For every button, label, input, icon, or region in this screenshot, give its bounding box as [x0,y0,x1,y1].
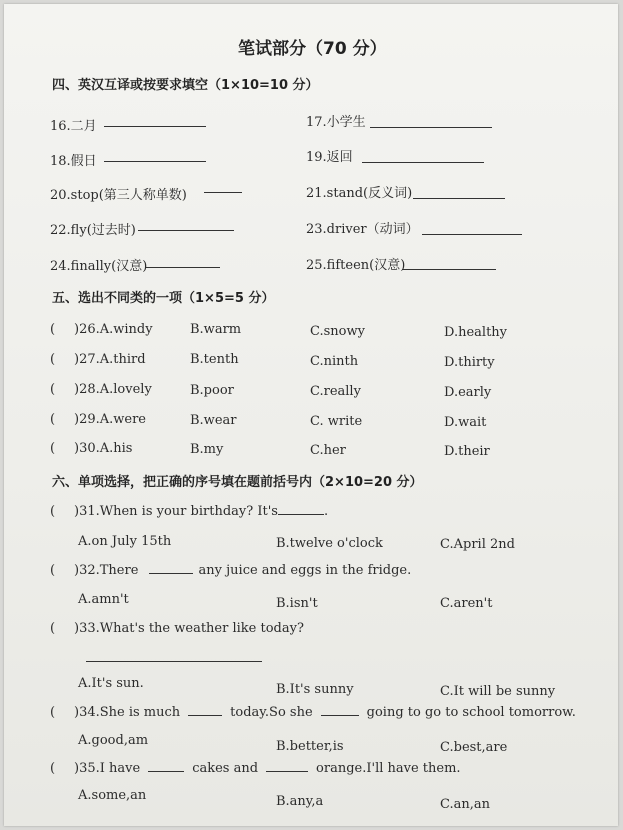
question-23 [306,218,419,237]
answer-blank[interactable] [148,770,184,772]
option-a: A.on July 15th [78,534,172,549]
answer-paren[interactable]: ( [50,441,56,456]
option-b: B.better,is [276,739,344,754]
question-end: . [323,504,329,519]
answer-blank-22[interactable] [138,230,234,231]
answer-paren[interactable]: ( [50,504,56,519]
answer-blank-25[interactable] [402,269,496,270]
option-b: B.wear [190,413,237,428]
question-text: any juice and eggs in the fridge. [198,563,412,578]
option-d: D.wait [444,415,487,430]
question-label: 24.finally(汉意) [50,259,148,274]
answer-blank-19[interactable] [362,162,484,163]
option-c: C.aren't [440,596,493,611]
answer-paren[interactable]: ( [50,322,56,337]
question-33: )33.What's the weather like today? [74,621,304,636]
option-a: )26.A.windy [74,322,153,337]
question-24 [50,255,147,274]
answer-paren[interactable]: ( [50,621,56,636]
question-31 [74,504,328,519]
option-d: D.healthy [444,325,508,340]
option-c: C.her [310,443,346,458]
question-text: going to go to school tomorrow. [366,705,576,720]
section-4-heading: 四、英汉互译或按要求填空（1×10=10 分） [52,78,319,93]
answer-paren[interactable]: ( [50,563,56,578]
answer-blank[interactable] [149,572,193,574]
section-6-heading: 六、单项选择，把正确的序号填在题前括号内（2×10=20 分） [52,475,423,490]
option-d: D.their [444,444,490,459]
option-a: A.some,an [78,788,147,803]
option-b: B.twelve o'clock [276,536,383,551]
question-34 [74,705,576,720]
question-text: cakes and [192,761,259,776]
question-label: 25.fifteen(汉意) [306,258,406,273]
answer-blank[interactable] [266,770,308,772]
option-a: A.It's sun. [78,676,144,691]
question-label: 23.driver（动词） [306,222,419,237]
answer-blank-16[interactable] [104,126,206,127]
page-title: 笔试部分（70 分） [238,39,387,59]
question-label: 21.stand(反义词) [306,186,413,201]
option-b: B.poor [190,383,234,398]
question-18 [50,150,97,169]
answer-paren[interactable]: ( [50,705,56,720]
question-text: )32.There [74,563,139,578]
section-5-heading: 五、选出不同类的一项（1×5=5 分） [52,291,275,306]
question-16 [50,115,97,134]
question-label: 17.小学生 [306,115,366,130]
question-32 [74,563,411,578]
option-b: B.any,a [276,794,324,809]
answer-blank-17[interactable] [370,127,492,128]
answer-paren[interactable]: ( [50,412,56,427]
option-c: C.snowy [310,324,365,339]
answer-blank[interactable] [321,714,359,716]
question-21 [306,182,412,201]
answer-blank-21[interactable] [413,198,505,199]
answer-paren[interactable]: ( [50,382,56,397]
answer-blank-20[interactable] [204,192,242,193]
option-a: )28.A.lovely [74,382,152,397]
question-35 [74,761,461,776]
answer-blank[interactable] [278,513,324,515]
option-b: B.isn't [276,596,318,611]
option-c: C. write [310,414,363,429]
question-22 [50,219,136,238]
question-label: 20.stop(第三人称单数) [50,188,187,203]
option-c: C.really [310,384,361,399]
option-b: B.It's sunny [276,682,354,697]
answer-blank-23[interactable] [422,234,522,235]
question-25 [306,254,405,273]
option-c: C.best,are [440,740,508,755]
option-d: D.early [444,385,492,400]
answer-blank-24[interactable] [146,267,220,268]
question-text: )31.When is your birthday? It's [74,504,278,519]
question-label: 22.fly(过去时) [50,223,136,238]
question-19 [306,146,353,165]
question-text: orange.I'll have them. [316,761,461,776]
exam-paper [4,4,618,826]
answer-blank-18[interactable] [104,161,206,162]
question-20 [50,184,187,203]
question-label: 19.返回 [306,150,353,165]
question-text: )34.She is much [74,705,181,720]
answer-paren[interactable]: ( [50,352,56,367]
option-c: C.April 2nd [440,537,515,552]
option-a: )27.A.third [74,352,146,367]
question-label: 16.二月 [50,119,97,134]
option-b: B.tenth [190,352,239,367]
question-17 [306,111,366,130]
question-label: 18.假日 [50,154,97,169]
answer-paren[interactable]: ( [50,761,56,776]
option-c: C.an,an [440,797,490,812]
option-c: C.It will be sunny [440,684,556,699]
option-a: )29.A.were [74,412,146,427]
option-a: )30.A.his [74,441,133,456]
question-text: today.So she [230,705,313,720]
option-b: B.warm [190,322,242,337]
question-text: )35.I have [74,761,141,776]
option-d: D.thirty [444,355,495,370]
option-c: C.ninth [310,354,359,369]
option-a: A.amn't [78,592,129,607]
answer-blank[interactable] [188,714,222,716]
answer-blank[interactable] [86,661,262,662]
option-a: A.good,am [78,733,149,748]
option-b: B.my [190,442,224,457]
